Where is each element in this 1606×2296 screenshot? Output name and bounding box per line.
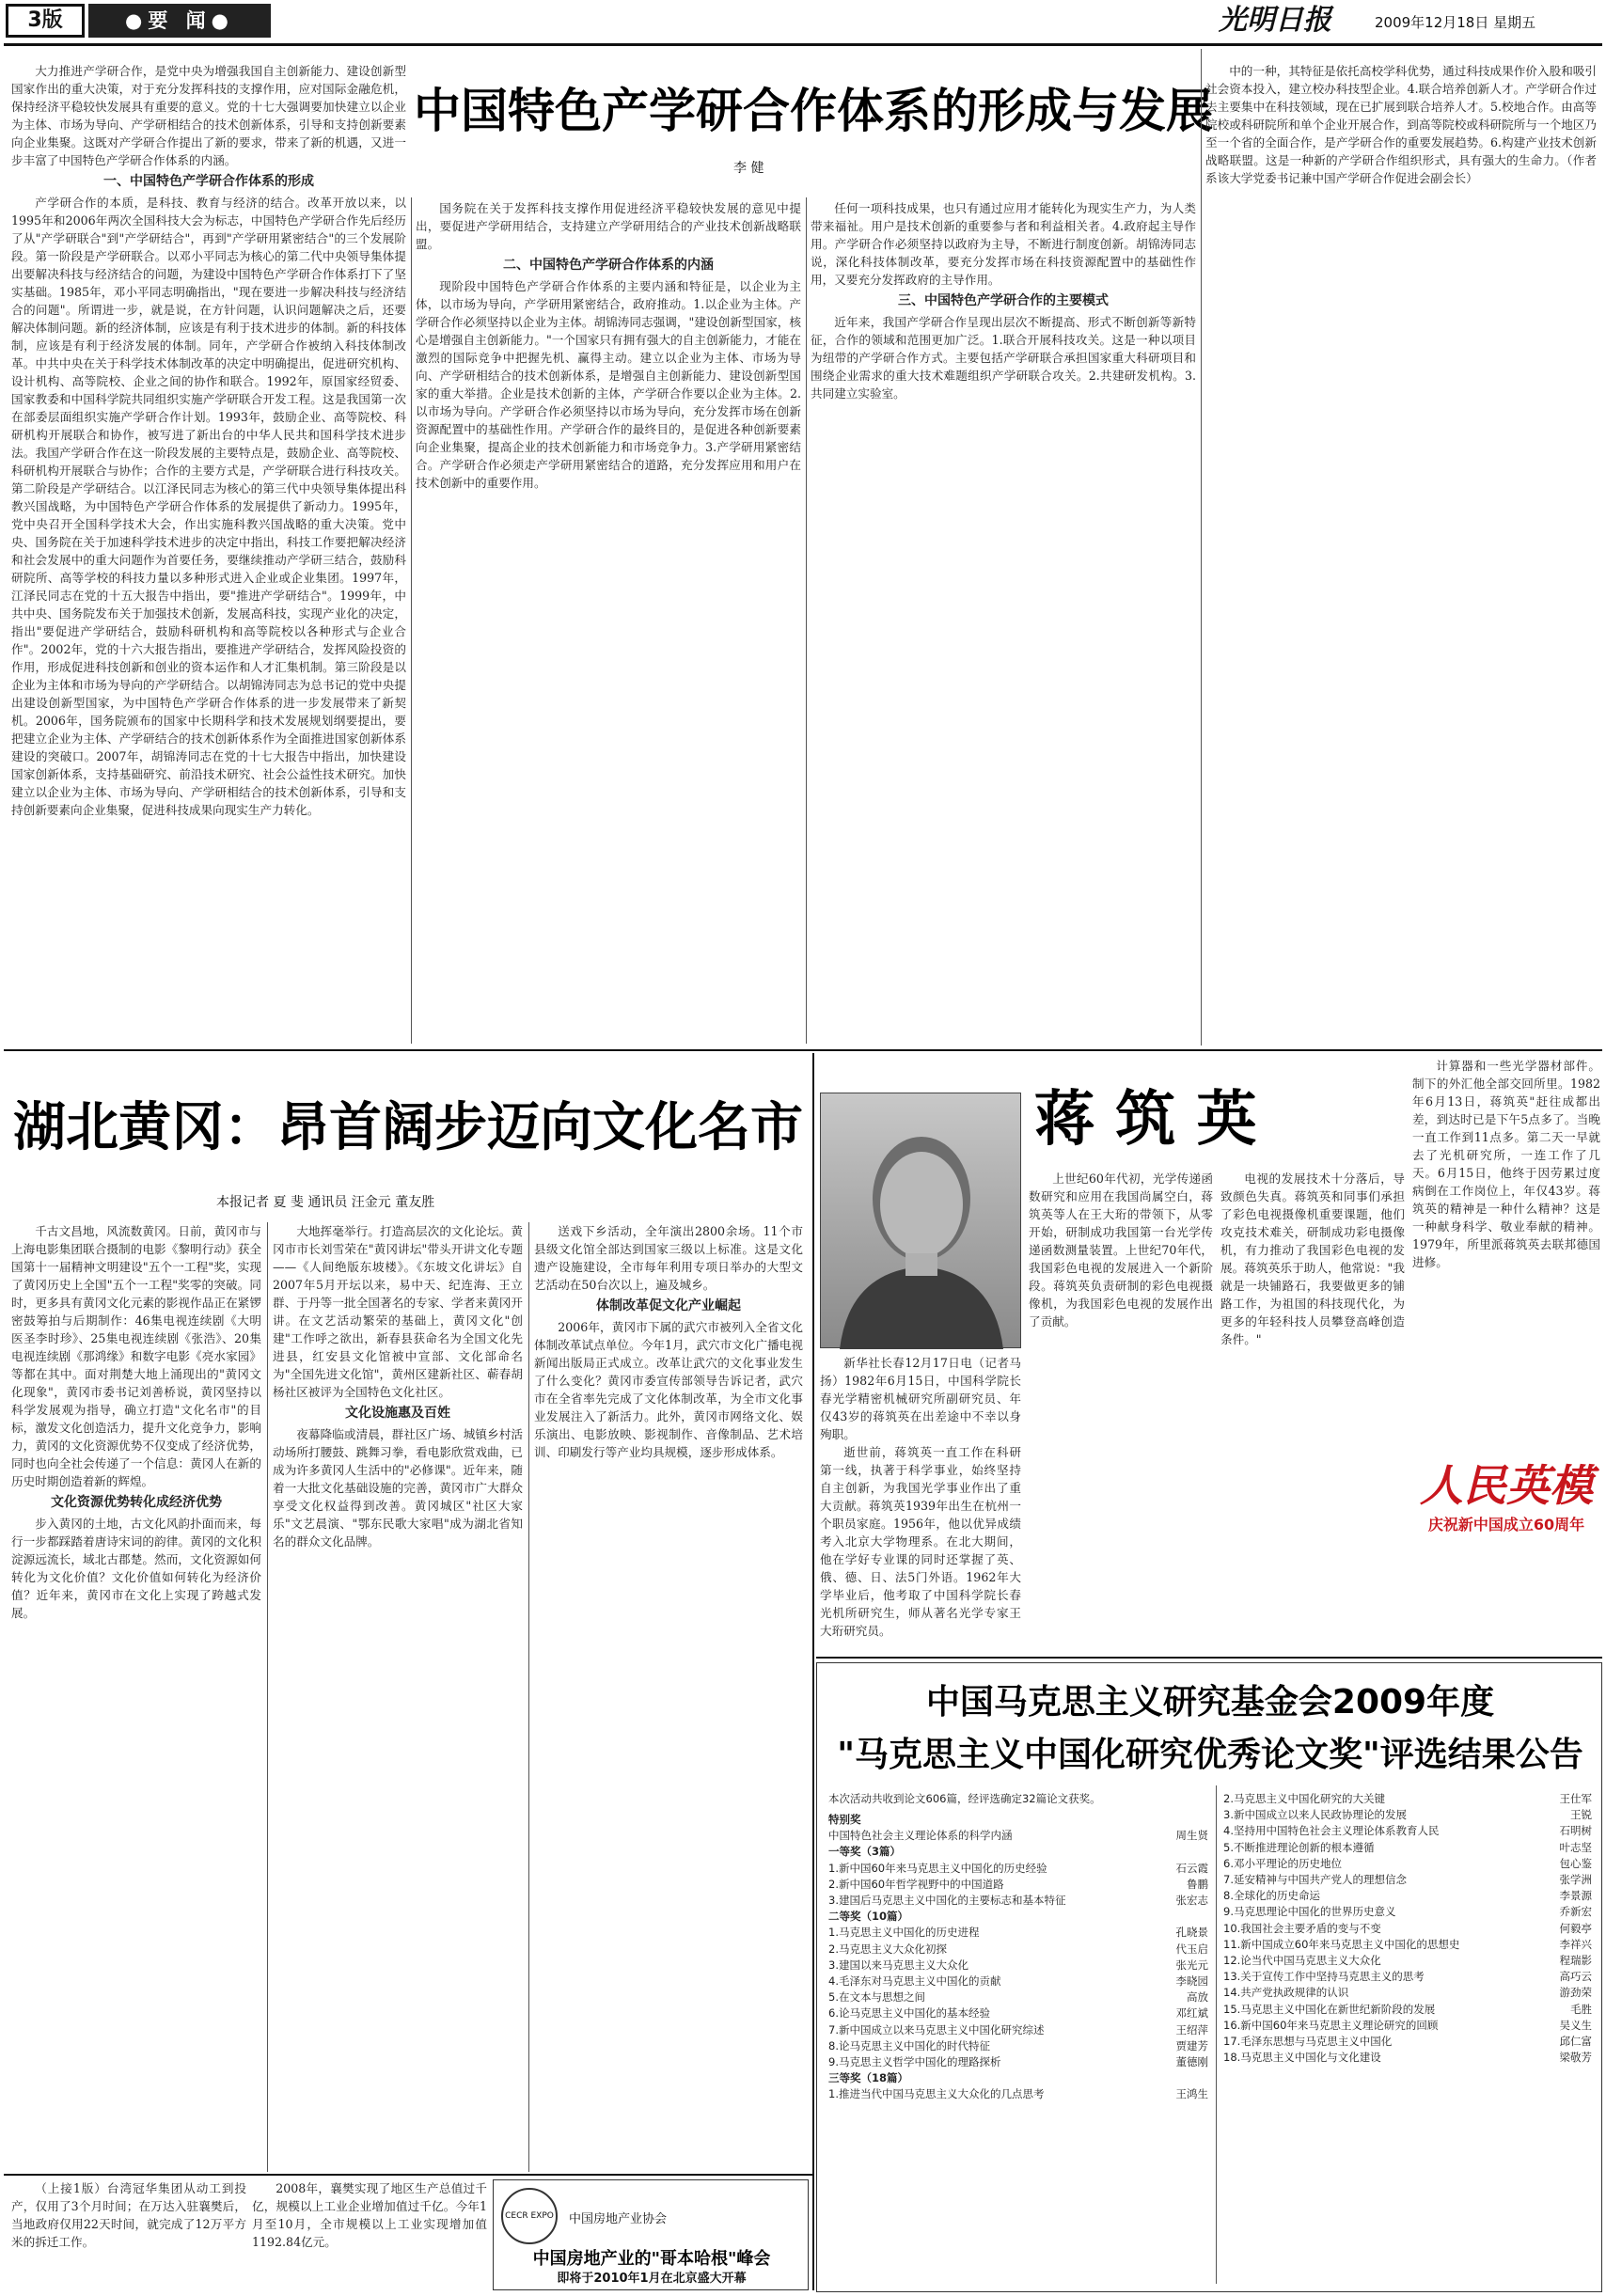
article1-column-2 (416, 199, 801, 1041)
award-paper-title: 10.我国社会主要矛盾的变与不变 (1223, 1921, 1381, 1935)
column-rule (411, 197, 412, 1044)
article2-column-2 (273, 1222, 523, 2172)
summit-subtitle: 即将于2010年1月在北京盛大开幕 (557, 2272, 747, 2286)
article3-col4-text: 计算器和一些光学器材部件。制下的外汇他全部交回所里。1982年6月13日，蒋筑英"赶往成都出差，到达时已是下午5点多了。当晚一直工作到11点多。第二天一早就去了光机研究所，一连工作了几天。6月15日，他终于因劳累过度病倒在工作岗位上，年仅43岁。蒋筑英的精神是一种什么精神？这是一种献身科学、敬业奉献的精神。1979年，所里派蒋筑英去联邦德国进修。 (1412, 1059, 1600, 1269)
award-paper-title: 4.坚持用中国特色社会主义理论体系教育人民 (1223, 1824, 1440, 1838)
award-list-item (1223, 2050, 1592, 2066)
summit-title: 中国房地产业的"哥本哈根"峰会 (532, 2249, 771, 2269)
award-paper-title: 8.全球化的历史命运 (1223, 1889, 1320, 1903)
award-author-name: 吴义生 (1559, 2018, 1592, 2032)
article2-column-1 (11, 1222, 261, 2172)
award-announcement (816, 1662, 1602, 2292)
award-list-item (828, 2005, 1208, 2021)
award-author-name: 鲁鹏 (1187, 1877, 1208, 1891)
article1-subhead-1: 一、中国特色产学研合作体系的形成 (103, 174, 314, 189)
award-paper-title: 1.新中国60年来马克思主义中国化的历史经验 (828, 1861, 1047, 1875)
award-author-name: 梁敬芳 (1559, 2051, 1592, 2065)
award-paper-title: 6.邓小平理论的历史地位 (1223, 1856, 1342, 1870)
article1-subhead-2: 二、中国特色产学研合作体系的内涵 (503, 258, 714, 273)
award-list-item (1223, 1904, 1592, 1920)
award-list-item (828, 1893, 1208, 1909)
award-paper-title: 18.马克思主义中国化与文化建设 (1223, 2051, 1381, 2065)
xiangfan-continuation (11, 2179, 246, 2290)
xiangfan-text-1: （上接1版）台湾冠华集团从动工到投产，仅用了3个月时间；在万达入驻襄樊后，当地政府仅用22天时间，就完成了12万平方米的拆迁工作。 (11, 2181, 246, 2249)
award-author-name: 乔新宏 (1559, 1905, 1592, 1919)
award-author-name: 王锐 (1570, 1808, 1592, 1822)
summit-logo-text: CECR EXPO (505, 2211, 554, 2221)
award-author-name: 张学洲 (1559, 1873, 1592, 1887)
section-label: ●要 闻● (88, 4, 271, 38)
award-list-item (828, 1877, 1208, 1893)
article3-headline: 蒋 筑 英 (1034, 1085, 1257, 1155)
article1-headline: 中国特色产学研合作体系的形成与发展 (414, 84, 1213, 138)
award-author-name: 张光元 (1175, 1958, 1208, 1972)
award-list-item (828, 1925, 1208, 1941)
award-list-item (1223, 1953, 1592, 1969)
award-category-heading (828, 2070, 1208, 2086)
award-paper-title: 2.马克思主义大众化初探 (828, 1942, 947, 1956)
award-list-item (828, 1989, 1208, 2005)
award-paper-title: 4.毛泽东对马克思主义中国化的贡献 (828, 1974, 1001, 1989)
award-paper-title: 5.不断推进理论创新的根本遵循 (1223, 1840, 1375, 1854)
award-paper-title: 三等奖（18篇） (828, 2071, 909, 2085)
award-list-item (1223, 1807, 1592, 1823)
award-author-name: 包心鉴 (1559, 1856, 1592, 1870)
award-author-name: 董德刚 (1175, 2055, 1208, 2069)
award-author-name: 王绍萍 (1175, 2022, 1208, 2037)
award-author-name: 高巧云 (1559, 1970, 1592, 1984)
award-author-name: 王鸿生 (1175, 2087, 1208, 2101)
award-author-name: 贾建芳 (1175, 2038, 1208, 2052)
award-author-name: 邱仁富 (1559, 2035, 1592, 2049)
award-author-name: 毛胜 (1570, 2002, 1592, 2016)
award-list-item (1223, 1985, 1592, 2001)
article3-column-2 (1029, 1170, 1213, 1649)
article1-col2-text-2: 现阶段中国特色产学研合作体系的主要内涵和特征是，以企业为主体，以市场为导向，产学研用紧密结合，政府推动。1.以企业为主体。产学研合作必须坚持以企业为主体。胡锦涛同志强调，"建设创新型国家，核心是增强自主创新能力。"一个国家只有拥有强大的自主创新能力，才能在激烈的国际竞争中把握先机、赢得主动。建立以企业为主体、市场为导向、产学研相结合的技术创新体系，是增强自主创新能力、建设创新型国家的重大举措。企业是技术创新的主体，产学研合作要以企业为主体。2.以市场为导向。产学研合作必须坚持以市场为导向，充分发挥市场在创新资源配置中的基础性作用。产学研合作的最终目的，是促进各种创新要素向企业集聚，提高企业的技术创新能力和市场竞争力。3.产学研用紧密结合。产学研合作必须走产学研用紧密结合的道路，充分发挥应用和用户在技术创新中的重要作用。 (416, 279, 801, 490)
column-rule (267, 1222, 268, 2172)
award-paper-title: 二等奖（10篇） (828, 1910, 909, 1924)
award-paper-title: 7.延安精神与中国共产党人的理想信念 (1223, 1873, 1407, 1887)
award-author-name: 何毅亭 (1559, 1921, 1592, 1935)
section-rule (4, 2174, 812, 2176)
column-rule (812, 1053, 814, 2290)
award-paper-title: 9.马克思理论中国化的世界历史意义 (1223, 1905, 1396, 1919)
award-paper-title: 中国特色社会主义理论体系的科学内涵 (828, 1829, 1013, 1843)
award-paper-title: 5.在文本与思想之间 (828, 1990, 925, 2005)
award-paper-title: 3.新中国成立以来人民政协理论的发展 (1223, 1808, 1407, 1822)
article2-col2-text: 大地挥毫举行。打造高层次的文化论坛。黄冈市市长刘雪荣在"黄冈讲坛"带头开讲文化专题——《人间绝版东坡楼》。《东坡文化讲坛》自2007年5月开坛以来，易中天、纪连海、王立群、于丹等一批全国著名的专家、学者来黄冈开讲。在文艺活动繁荣的基础上，黄冈文化"创建"工作呼之欲出，新春县获命名为全国文化先进县，红安县文化馆被中宣部、文化部命名为"全国先进文化馆"，黄州区建新社区、蕲春胡杨社区被评为全国特色文化社区。 (273, 1224, 523, 1399)
award-paper-title: 9.马克思主义哲学中国化的理路探析 (828, 2055, 1001, 2069)
section-rule (4, 1049, 1602, 1051)
award-author-name: 王仕军 (1559, 1792, 1592, 1805)
article3-caption: 新华社长春12月17日电（记者马扬）1982年6月15日，中国科学院长春光学精密机械研究所副研究员、年仅43岁的蒋筑英在出差途中不幸以身殉职。 (820, 1356, 1021, 1441)
article2-byline: 本报记者 夏 斐 通讯员 汪金元 董友胜 (216, 1195, 435, 1210)
award-paper-title: 1.推进当代中国马克思主义大众化的几点思考 (828, 2087, 1045, 2101)
award-list-item (828, 2054, 1208, 2070)
award-paper-title: 2.新中国60年哲学视野中的中国道路 (828, 1877, 1004, 1891)
award-list-item (1223, 1969, 1592, 1985)
award-paper-title: 7.新中国成立以来马克思主义中国化研究综述 (828, 2022, 1045, 2037)
award-author-name: 叶志坚 (1559, 1840, 1592, 1854)
award-paper-title: 8.论马克思主义中国化的时代特征 (828, 2038, 990, 2052)
award-author-name: 张宏志 (1175, 1894, 1208, 1908)
award-list-item (1223, 2034, 1592, 2050)
award-category-heading (828, 1844, 1208, 1860)
award-paper-title: 3.建国以来马克思主义大众化 (828, 1958, 968, 1972)
article2-col2-text-2: 夜幕降临或清晨，群社区广场、城镇乡村活动场所打腰鼓、跳舞习拳，看电影欣赏戏曲，已成为许多黄冈人生活中的"必修课"。近年来，随着一大批文化基础设施的完善，黄冈市广大群众享受文化权益得到改善。黄冈城区"社区大家乐"文艺晨演、"鄂东民歌大家唱"成为湖北省知名的群众文化品牌。 (273, 1427, 523, 1549)
article3-column-3 (1220, 1170, 1405, 1649)
article3-col1-text: 逝世前，蒋筑英一直工作在科研第一线，执著于科学事业，始终坚持自主创新，为我国光学事业作出了重大贡献。蒋筑英1939年出生在杭州一个职员家庭。1956年，他以优异成绩考入北京大学物理系。在北大期间，他在学好专业课的同时还掌握了英、俄、德、日、法5门外语。1962年大学毕业后，他考取了中国科学院长春光机所研究生，师从著名光学专家王大珩研究员。 (820, 1445, 1021, 1638)
award-author-name: 孔晓景 (1175, 1926, 1208, 1940)
article1-lead: 大力推进产学研合作，是党中央为增强我国自主创新能力、建设创新型国家作出的重大决策，对于充分发挥科技的支撑作用，应对国际金融危机，保持经济平稳较快发展具有重要的意义。党的十七大强调要加快建立以企业为主体、市场为导向、产学研相结合的技术创新体系，引导和支持创新要素向企业集聚。这既对产学研合作提出了新的要求，带来了新的机遇，又进一步丰富了中国特色产学研合作体系的内涵。 (11, 64, 406, 167)
article3-column-4 (1412, 1057, 1600, 1442)
award-author-name: 李景源 (1559, 1889, 1592, 1903)
xiangfan-continuation-2 (252, 2179, 487, 2290)
award-paper-title: 特别奖 (828, 1813, 861, 1826)
award-list-item (828, 1974, 1208, 1989)
award-paper-title: 1.马克思主义中国化的历史进程 (828, 1926, 980, 1940)
masthead-rule (4, 43, 1602, 46)
award-paper-title: 12.论当代中国马克思主义大众化 (1223, 1954, 1381, 1968)
article1-col2-text: 国务院在关于发挥科技支撑作用促进经济平稳较快发展的意见中提出，要促进产学研用结合，支持建立产学研用结合的产业技术创新战略联盟。 (416, 201, 801, 251)
award-author-name: 李祥兴 (1559, 1937, 1592, 1951)
award-author-name: 周生贤 (1175, 1829, 1208, 1843)
award-list-item (1223, 1921, 1592, 1937)
page-number: 3版 (6, 4, 85, 38)
award-paper-title: 17.毛泽东思想与马克思主义中国化 (1223, 2035, 1393, 2049)
award-paper-title: 3.建国后马克思主义中国化的主要标志和基本特征 (828, 1894, 1066, 1908)
award-list-item (1223, 1791, 1592, 1807)
article2-col1-text-2: 步入黄冈的土地，古文化风韵扑面而来，每行一步都踩踏着唐诗宋词的韵律。黄冈的文化积淀源远流长，域北古郡楚。然而，文化资源如何转化为文化价值？文化价值如何转化为经济价值？近年来，黄冈市在文化上实现了跨越式发展。 (11, 1517, 261, 1620)
award-list-item (828, 2022, 1208, 2038)
award-author-name: 高放 (1187, 1990, 1208, 2005)
article3-col2-text: 上世纪60年代初，光学传递函数研究和应用在我国尚属空白，蒋筑英等人在王大珩的带领下，从零开始，研制成功我国第一台光学传递函数测量装置。上世纪70年代，我国彩色电视的发展进入一个新阶段。蒋筑英负责研制的彩色电视摄像机，为我国彩色电视的发展作出了贡献。 (1029, 1172, 1213, 1329)
article2-col3-text-2: 2006年，黄冈市下属的武穴市被列入全省文化体制改革试点单位。今年1月，武穴市文化广播电视新闻出版局正式成立。改革让武穴的文化事业发生了什么变化？黄冈市委宣传部领导告诉记者，武穴市在全省率先完成了文化体制改革，为全市文化事业发展注入了新活力。此外，黄冈市网络文化、娱乐演出、电影放映、影视制作、音像制品、艺术培训、印刷发行等产业均具规模，逐步形成体系。 (534, 1320, 803, 1459)
award-paper-title: 一等奖（3篇） (828, 1845, 902, 1859)
award-title-line-2: "马克思主义中国化研究优秀论文奖"评选结果公告 (837, 1736, 1583, 1774)
article2-subhead-1: 文化资源优势转化成经济优势 (51, 1495, 222, 1510)
column-rule (806, 197, 807, 1044)
article3-column-1 (820, 1354, 1021, 1649)
article2-subhead-2: 文化设施惠及百姓 (345, 1406, 450, 1421)
column-rule (528, 1222, 529, 2172)
award-intro: 本次活动共收到论文606篇，经评选确定32篇论文获奖。 (828, 1792, 1101, 1805)
article1-author: 李 健 (733, 161, 764, 176)
newspaper-logo: 光明日报 (1219, 4, 1331, 37)
award-list-item (828, 2086, 1208, 2102)
award-author-name: 游劲荣 (1559, 1986, 1592, 2000)
award-author-name: 代玉启 (1175, 1942, 1208, 1956)
section-rule (816, 1657, 1602, 1659)
article2-column-3 (534, 1222, 803, 2172)
stamp-title: 人民英模 (1420, 1460, 1593, 1511)
masthead (0, 0, 1606, 41)
article1-subhead-3: 三、中国特色产学研合作的主要模式 (898, 293, 1109, 308)
article1-col4-text: 中的一种，其特征是依托高校学科优势，通过科技成果作价入股和吸引社会资本投入，建立校办科技型企业。4.联合培养创新人才。产学研合作过去主要集中在科技领域，现在已扩展到联合培养人才。5.校地合作。由高等院校或科研院所和单个企业开展合作，到高等院校或科研院所与一个地区乃至一个省的全面合作，是产学研合作的重要发展趋势。6.构建产业技术创新战略联盟。这是一种新的产学研合作组织形式，具有强大的生命力。（作者系该大学党委书记兼中国产学研合作促进会副会长） (1205, 64, 1597, 185)
article2-subhead-3: 体制改革促文化产业崛起 (596, 1298, 741, 1313)
article2-col3-text: 送戏下乡活动，全年演出2800余场。11个市县级文化馆全部达到国家三级以上标准。这是文化遗产设施建设，全市每年利用专项日举办的大型文艺活动在50台次以上，遍及城乡。 (534, 1224, 803, 1292)
award-list-item (1223, 2018, 1592, 2034)
article1-col3-text-2: 近年来，我国产学研合作呈现出层次不断提高、形式不断创新等新特征，合作的领域和范围更加广泛。1.联合开展科技攻关。这是一种以项目为纽带的产学研合作方式。主要包括产学研联合承担国家重大科研项目和围绕企业需求的重大技术难题组织产学研联合攻关。2.共建研发机构。3.共同建立实验室。 (811, 315, 1196, 401)
award-category-heading (828, 1812, 1208, 1828)
xiangfan-text-2: 2008年，襄樊实现了地区生产总值过千亿，规模以上工业企业增加值过千亿。今年1月至10月，全市规模以上工业实现增加值1192.84亿元。 (252, 2181, 487, 2249)
article-huanggang (0, 1053, 809, 2172)
award-list-item (1223, 2002, 1592, 2018)
article1-col3-text: 任何一项科技成果，也只有通过应用才能转化为现实生产力，为人类带来福祉。用户是技术创新的重要参与者和利益相关者。4.政府起主导作用。产学研合作必须坚持以政府为主导，不断进行制度创新。胡锦涛同志说，深化科技体制改革，要充分发挥市场在科技资源配置中的基础性作用，又要充分发挥政府的主导作用。 (811, 201, 1196, 287)
award-category-heading (828, 1909, 1208, 1925)
real-estate-summit-ad (493, 2179, 809, 2290)
award-paper-title: 6.论马克思主义中国化的基本经验 (828, 2006, 990, 2021)
award-list-column-1 (828, 1812, 1208, 2282)
article1-column-4 (1205, 62, 1597, 1040)
portrait-photo (820, 1093, 1021, 1348)
article-jiang-zhuying (816, 1053, 1602, 1655)
award-author-name: 李晓园 (1175, 1974, 1208, 1989)
award-list-item (828, 2038, 1208, 2054)
award-list-item (1223, 1823, 1592, 1839)
award-list-item (1223, 1872, 1592, 1888)
award-list-item (828, 1828, 1208, 1844)
award-list-item (1223, 1937, 1592, 1953)
award-author-name: 邓红斌 (1175, 2006, 1208, 2021)
column-rule (1201, 49, 1202, 1046)
award-paper-title: 15.马克思主义中国化在新世纪新阶段的发展 (1223, 2002, 1436, 2016)
award-list-column-2 (1223, 1791, 1592, 2282)
award-paper-title: 16.新中国60年来马克思主义理论研究的回顾 (1223, 2018, 1439, 2032)
article3-col3-text: 电视的发展技术十分落后，导致颜色失真。蒋筑英和同事们承担了彩色电视摄像机重要课题，他们攻克技术难关，研制成功彩电摄像机，有力推动了我国彩色电视的发展。蒋筑英乐于助人，他常说："我就是一块铺路石，我要做更多的铺路工作，为祖国的科技现代化，为更多的年轻科技人员攀登高峰创造条件。" (1220, 1172, 1405, 1346)
dateline: 2009年12月18日 星期五 (1375, 14, 1536, 31)
stamp-subtitle: 庆祝新中国成立60周年 (1427, 1516, 1585, 1533)
article2-col1-text: 千古文昌地，风流数黄冈。日前，黄冈市与上海电影集团联合摄制的电影《黎明行动》获全国第十一届精神文明建设"五个一工程"奖，实现了黄冈历史上全国"五个一工程"奖零的突破。同时，更多具有黄冈文化元素的影视作品正在紧锣密鼓筹拍与后期制作：46集电视连续剧《大明医圣李时珍》、25集电视连续剧《张浩》、20集电视连续剧《那鸿缘》和数字电影《亮水家园》等都在其中。面对荆楚大地上涌现出的"黄冈文化现象"，黄冈市委书记刘善桥说，黄冈坚持以科学发展观为指导，确立打造"文化名市"的目标，激发文化创造活力，提升文化竞争力，影响力，黄冈的文化资源优势不仅变成了经济优势，同时也向全社会传递了一个信息：黄冈人在新的历史时期创造着新的辉煌。 (11, 1224, 261, 1488)
award-title-line-1: 中国马克思主义研究基金会2009年度 (925, 1683, 1495, 1722)
award-list-item (1223, 1840, 1592, 1856)
column-rule (1216, 1785, 1217, 2284)
award-author-name: 石云霞 (1175, 1861, 1208, 1875)
award-list-item (828, 1942, 1208, 1958)
award-paper-title: 13.关于宣传工作中坚持马克思主义的思考 (1223, 1970, 1425, 1984)
award-list-item (828, 1958, 1208, 1974)
award-paper-title: 14.共产党执政规律的认识 (1223, 1986, 1349, 2000)
article1-column-3 (811, 199, 1196, 1041)
award-list-item (1223, 1856, 1592, 1872)
article1-col1-text: 产学研合作的本质，是科技、教育与经济的结合。改革开放以来，以1995年和2006年两次全国科技大会为标志，中国特色产学研合作先后经历了从"产学研联合"到"产学研结合"，再到"产学研用紧密结合"的三个发展阶段。第一阶段是产学研联合。以邓小平同志为核心的第二代中央领导集体提出要解决科技与经济结合的问题，为建设中国特色产学研合作体系打下了坚实基础。1985年，邓小平同志明确指出，"现在要进一步解决科技与经济结合的问题"。所谓进一步，就是说，在方针问题，认识问题解决之后，还要解决体制问题。新的经济体制，应该是有利于技术进步的体制。新的科技体制，应该是有利于经济发展的体制。同年，产学研合作被纳入科技体制改革。中共中央在关于科学技术体制改革的决定中明确提出，促进研究机构、设计机构、高等院校、企业之间的协作和联合。1992年，原国家经贸委、国家教委和中国科学院共同组织实施产学研联合开发工程。这是我国第一次在部委层面组织实施产学研合作计划。1993年，鼓励企业、高等院校、科研机构开展联合和协作，被写进了新出台的中华人民共和国科学技术进步法。我国产学研合作在这一阶段发展的主要特点是，鼓励企业、高等院校、科研机构开展联合与协作；合作的主要方式是，产学研联合进行科技攻关。第二阶段是产学研结合。以江泽民同志为核心的第三代中央领导集体提出科教兴国战略，为中国特色产学研合作体系的发展提供了新动力。1995年，党中央召开全国科学技术大会，作出实施科教兴国战略的重大决策。党中央、国务院在关于加速科学技术进步的决定中指出，科技工作要把解决经济和社会发展中的重大问题作为首要任务，要继续推动产学研三结合，鼓励科研院所、高等学校的科技力量以多种形式进入企业或企业集团。1997年，江泽民同志在党的十五大报告中指出，要"推进产学研结合"。1999年，中共中央、国务院发布关于加强技术创新，发展高科技，实现产业化的决定，指出"要促进产学研结合，鼓励科研机构和高等院校以各种形式与企业合作"。2002年，党的十六大报告指出，要推进产学研结合，发挥风险投资的作用，形成促进科技创新和创业的资本运作和人才汇集机制。第三阶段是以企业为主体和市场为导向的产学研结合。以胡锦涛同志为总书记的党中央提出建设创新型国家，为中国特色产学研合作体系的进一步发展带来了新契机。2006年，国务院颁布的国家中长期科学和技术发展规划纲要提出，要把建立企业为主体、产学研结合的技术创新体系作为全面推进国家创新体系建设的突破口。2007年，胡锦涛同志在党的十七大报告中指出，加快建设国家创新体系，支持基础研究、前沿技术研究、社会公益性技术研究。加快建立以企业为主体、市场为导向、产学研相结合的技术创新体系，引导和支持创新要素向企业集聚，促进科技成果向现实生产力转化。 (11, 196, 406, 817)
article1-column-1 (11, 62, 406, 1040)
award-paper-title: 11.新中国成立60年来马克思主义中国化的思想史 (1223, 1937, 1460, 1951)
summit-logo (501, 2188, 558, 2244)
award-list-item (1223, 1888, 1592, 1904)
award-author-name: 石明树 (1559, 1824, 1592, 1838)
article2-headline: 湖北黄冈：昂首阔步迈向文化名市 (13, 1097, 803, 1158)
award-list-item (828, 1861, 1208, 1877)
article-industry-academia (0, 49, 1606, 1047)
award-author-name: 程瑞影 (1559, 1954, 1592, 1968)
summit-org: 中国房地产业协会 (569, 2212, 668, 2226)
people-model-stamp (1412, 1457, 1600, 1570)
award-paper-title: 2.马克思主义中国化研究的大关键 (1223, 1792, 1385, 1805)
